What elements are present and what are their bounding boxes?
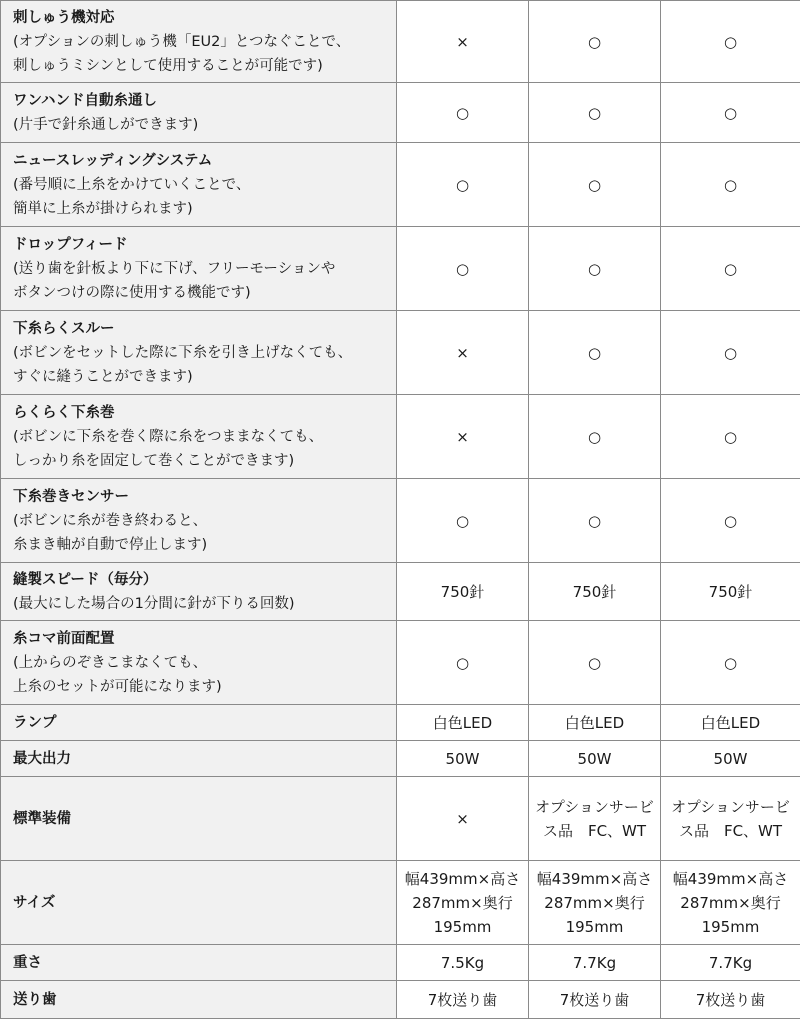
model-1-value: ○ bbox=[397, 621, 529, 705]
feature-note: (ボビンに下糸を巻く際に糸をつままなくても、 しっかり糸を固定して巻くことができます) bbox=[13, 428, 324, 469]
spec-row bbox=[1, 83, 800, 143]
model-1-value: 白色LED bbox=[397, 705, 529, 741]
spec-row bbox=[1, 705, 800, 741]
feature-cell bbox=[1, 945, 397, 981]
feature-note: (送り歯を針板より下に下げ、フリーモーションや ボタンつけの際に使用する機能です) bbox=[13, 260, 336, 301]
model-1-value: ○ bbox=[397, 143, 529, 227]
feature-cell bbox=[1, 311, 397, 395]
model-1-value: ○ bbox=[397, 83, 529, 143]
model-3-value: 幅439mm×高さ287mm×奥行195mm bbox=[661, 861, 800, 945]
feature-cell bbox=[1, 705, 397, 741]
feature-title: 刺しゅう機対応 bbox=[13, 9, 115, 26]
feature-cell bbox=[1, 981, 397, 1019]
model-2-value: オプションサービス品 FC、WT bbox=[529, 777, 661, 861]
model-3-value: 7枚送り歯 bbox=[661, 981, 800, 1019]
model-1-value: × bbox=[397, 1, 529, 83]
model-3-value: ○ bbox=[661, 227, 800, 311]
feature-cell bbox=[1, 861, 397, 945]
model-1-value: 7.5Kg bbox=[397, 945, 529, 981]
feature-title: ドロップフィード bbox=[13, 236, 128, 253]
feature-cell bbox=[1, 1, 397, 83]
feature-cell bbox=[1, 479, 397, 563]
spec-row bbox=[1, 945, 800, 981]
model-3-value: ○ bbox=[661, 395, 800, 479]
model-3-value: ○ bbox=[661, 1, 800, 83]
spec-table-body bbox=[1, 1, 800, 1019]
model-3-value: ○ bbox=[661, 621, 800, 705]
model-3-value: ○ bbox=[661, 311, 800, 395]
feature-note: (片手で針糸通しができます) bbox=[13, 116, 199, 133]
model-3-value: ○ bbox=[661, 83, 800, 143]
model-1-value: 750針 bbox=[397, 563, 529, 621]
feature-title: ワンハンド自動糸通し bbox=[13, 92, 157, 109]
model-1-value: 7枚送り歯 bbox=[397, 981, 529, 1019]
feature-note: (ボビンに糸が巻き終わると、 糸まき軸が自動で停止します) bbox=[13, 512, 208, 553]
model-3-value: オプションサービス品 FC、WT bbox=[661, 777, 800, 861]
feature-note: (番号順に上糸をかけていくことで、 簡単に上糸が掛けられます) bbox=[13, 176, 251, 217]
feature-title: 最大出力 bbox=[13, 750, 71, 767]
feature-cell bbox=[1, 777, 397, 861]
spec-row bbox=[1, 981, 800, 1019]
spec-row bbox=[1, 395, 800, 479]
spec-row bbox=[1, 143, 800, 227]
spec-row bbox=[1, 861, 800, 945]
feature-title: 縫製スピード（毎分） bbox=[13, 571, 158, 588]
model-3-value: 50W bbox=[661, 741, 800, 777]
model-1-value: ○ bbox=[397, 479, 529, 563]
model-2-value: 7.7Kg bbox=[529, 945, 661, 981]
model-2-value: ○ bbox=[529, 227, 661, 311]
model-2-value: ○ bbox=[529, 83, 661, 143]
model-2-value: 750針 bbox=[529, 563, 661, 621]
feature-title: らくらく下糸巻 bbox=[13, 404, 115, 421]
feature-note: (上からのぞきこまなくても、 上糸のセットが可能になります) bbox=[13, 654, 222, 695]
feature-cell bbox=[1, 621, 397, 705]
feature-cell bbox=[1, 563, 397, 621]
model-2-value: 白色LED bbox=[529, 705, 661, 741]
model-3-value: ○ bbox=[661, 143, 800, 227]
feature-title: サイズ bbox=[13, 894, 56, 911]
feature-title: 糸コマ前面配置 bbox=[13, 630, 115, 647]
spec-row bbox=[1, 621, 800, 705]
feature-title: 下糸巻きセンサー bbox=[13, 488, 129, 505]
model-3-value: ○ bbox=[661, 479, 800, 563]
feature-cell bbox=[1, 227, 397, 311]
spec-row bbox=[1, 777, 800, 861]
model-1-value: × bbox=[397, 311, 529, 395]
model-2-value: ○ bbox=[529, 1, 661, 83]
model-3-value: 白色LED bbox=[661, 705, 800, 741]
model-1-value: × bbox=[397, 395, 529, 479]
model-2-value: ○ bbox=[529, 395, 661, 479]
feature-note: (最大にした場合の1分間に針が下りる回数) bbox=[13, 595, 295, 612]
spec-row bbox=[1, 227, 800, 311]
feature-cell bbox=[1, 83, 397, 143]
model-3-value: 7.7Kg bbox=[661, 945, 800, 981]
model-3-value: 750針 bbox=[661, 563, 800, 621]
feature-title: 標準装備 bbox=[13, 810, 71, 827]
model-2-value: ○ bbox=[529, 311, 661, 395]
model-2-value: 幅439mm×高さ287mm×奥行195mm bbox=[529, 861, 661, 945]
model-2-value: 7枚送り歯 bbox=[529, 981, 661, 1019]
feature-title: 下糸らくスルー bbox=[13, 320, 115, 337]
spec-row bbox=[1, 479, 800, 563]
model-2-value: ○ bbox=[529, 143, 661, 227]
feature-title: 送り歯 bbox=[13, 991, 57, 1008]
spec-row bbox=[1, 741, 800, 777]
model-1-value: 幅439mm×高さ287mm×奥行195mm bbox=[397, 861, 529, 945]
model-1-value: ○ bbox=[397, 227, 529, 311]
feature-note: (ボビンをセットした際に下糸を引き上げなくても、 すぐに縫うことができます) bbox=[13, 344, 353, 385]
feature-cell bbox=[1, 143, 397, 227]
feature-title: ニュースレッディングシステム bbox=[13, 152, 213, 169]
spec-row bbox=[1, 563, 800, 621]
feature-title: ランプ bbox=[13, 714, 57, 731]
feature-title: 重さ bbox=[13, 954, 42, 971]
model-2-value: ○ bbox=[529, 479, 661, 563]
model-1-value: 50W bbox=[397, 741, 529, 777]
spec-row bbox=[1, 311, 800, 395]
model-1-value: × bbox=[397, 777, 529, 861]
spec-row bbox=[1, 1, 800, 83]
model-2-value: ○ bbox=[529, 621, 661, 705]
feature-note: (オプションの刺しゅう機「EU2」とつなぐことで、 刺しゅうミシンとして使用することが可能です) bbox=[13, 33, 351, 74]
feature-cell bbox=[1, 741, 397, 777]
feature-cell bbox=[1, 395, 397, 479]
model-2-value: 50W bbox=[529, 741, 661, 777]
